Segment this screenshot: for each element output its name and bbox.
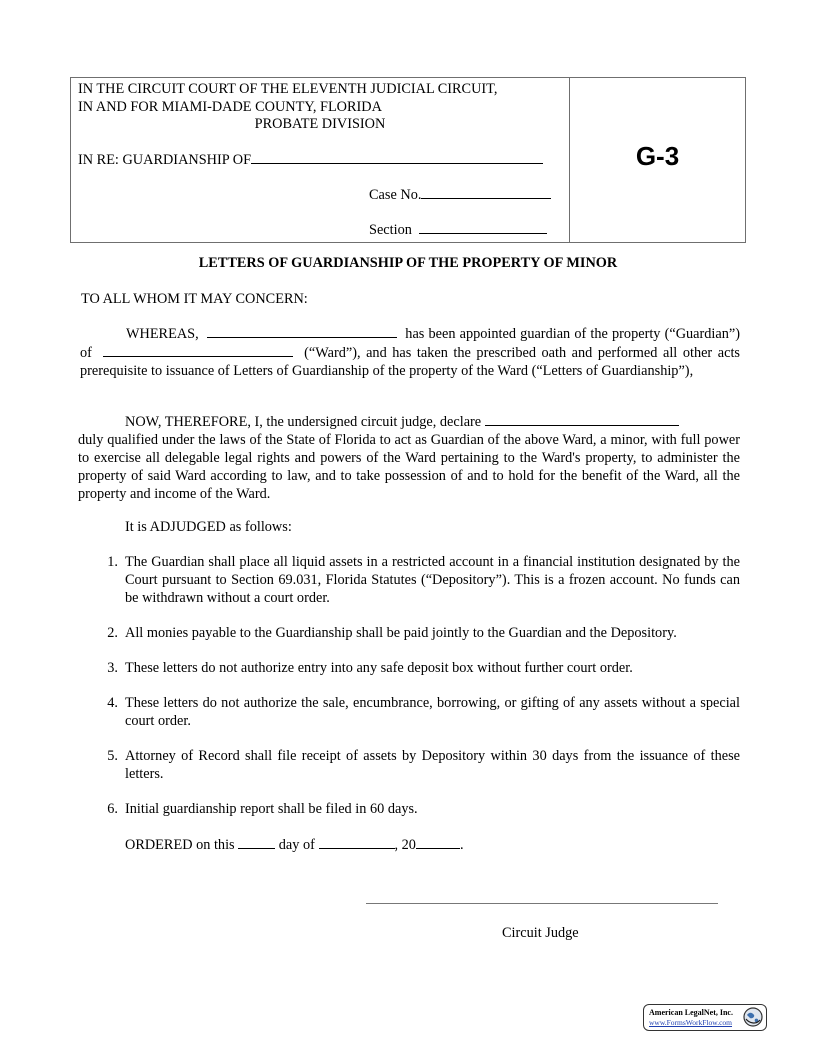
list-item	[98, 747, 740, 783]
list-item	[98, 553, 740, 607]
case-caption-box	[70, 77, 746, 243]
ward-field[interactable]	[103, 343, 293, 357]
guardian-name-field[interactable]	[207, 324, 397, 338]
section-line	[369, 220, 547, 239]
vendor-name: American LegalNet, Inc.	[649, 1008, 733, 1017]
in-re-line	[78, 150, 543, 169]
whereas-text-1: WHEREAS,	[126, 326, 199, 342]
month-field[interactable]	[319, 835, 395, 849]
now-therefore-text-2: duly qualified under the laws of the State of Florida to act as Guardian of the above Ward, a minor, with full power to exercise all delegable legal rights and powers of the Ward pertaining to the Ward's property, to administer the property of said Ward according to law, and to take possession of and to hold for the benefit of the Ward, all the property and income of the Ward.	[78, 432, 740, 502]
ordered-text-1: ORDERED on this	[125, 837, 235, 853]
item-number: 1.	[107, 554, 118, 570]
item-text: The Guardian shall place all liquid assets in a restricted account in a financial institution designated by the Court pursuant to Section 69.031, Florida Statutes (“Depository”). This is a frozen account. No funds can be withdrawn without a court order.	[125, 554, 740, 606]
globe-icon	[743, 1007, 763, 1027]
ward-name-field[interactable]	[251, 150, 543, 164]
case-no-label: Case No.	[369, 187, 422, 203]
declared-guardian-field[interactable]	[485, 412, 679, 426]
judge-signature-line[interactable]	[366, 903, 718, 904]
item-text: These letters do not authorize entry into any safe deposit box without further court order.	[125, 660, 633, 676]
item-text: Attorney of Record shall file receipt of assets by Depository within 30 days from the issuance of these letters.	[125, 748, 740, 782]
item-number: 6.	[107, 801, 118, 817]
list-item	[98, 624, 740, 642]
signature-label: Circuit Judge	[502, 925, 579, 941]
salutation: TO ALL WHOM IT MAY CONCERN:	[81, 291, 308, 307]
adjudged-intro: It is ADJUDGED as follows:	[125, 519, 292, 535]
whereas-text-2: has been appointed guardian of the property (“Guardian”) of	[80, 326, 741, 361]
day-field[interactable]	[238, 835, 275, 849]
list-item	[98, 659, 740, 677]
now-therefore-paragraph	[78, 412, 740, 503]
ordered-text-4: .	[459, 837, 464, 853]
whereas-text-3: (“Ward”), and has taken the prescribed oath and performed all other acts prerequisite to issuance of Letters of Guardianship of the property of the Ward (“Letters of Guardianship”),	[80, 345, 740, 379]
form-code: G-3	[635, 141, 680, 171]
section-field[interactable]	[419, 220, 547, 234]
year-field[interactable]	[416, 835, 460, 849]
now-therefore-first-line	[78, 412, 740, 431]
caption-left-cell	[71, 78, 570, 242]
section-label: Section	[369, 222, 412, 238]
division-label: PROBATE DIVISION	[254, 116, 386, 132]
court-line-1: IN THE CIRCUIT COURT OF THE ELEVENTH JUDICIAL CIRCUIT,	[78, 81, 498, 97]
document-title: LETTERS OF GUARDIANSHIP OF THE PROPERTY OF MINOR	[198, 255, 618, 271]
vendor-badge[interactable]	[643, 1004, 767, 1031]
ordered-line	[125, 835, 464, 854]
in-re-label: IN RE: GUARDIANSHIP OF	[78, 152, 252, 168]
list-item	[98, 694, 740, 730]
item-text: These letters do not authorize the sale, encumbrance, borrowing, or gifting of any assets without a special court order.	[125, 695, 740, 729]
vendor-url-link[interactable]: www.FormsWorkFlow.com	[649, 1018, 733, 1027]
ordered-text-2: day of	[278, 837, 315, 853]
item-number: 4.	[107, 695, 118, 711]
list-item	[98, 800, 740, 818]
case-no-field[interactable]	[421, 185, 551, 199]
item-number: 3.	[107, 660, 118, 676]
item-text: Initial guardianship report shall be filed in 60 days.	[125, 801, 418, 817]
now-therefore-text-1: NOW, THEREFORE, I, the undersigned circuit judge, declare	[125, 414, 482, 430]
whereas-paragraph	[80, 324, 740, 380]
ordered-text-3: , 20	[394, 837, 416, 853]
case-no-line	[369, 185, 551, 204]
item-text: All monies payable to the Guardianship shall be paid jointly to the Guardian and the Depository.	[125, 625, 677, 641]
item-number: 5.	[107, 748, 118, 764]
court-line-2: IN AND FOR MIAMI-DADE COUNTY, FLORIDA	[78, 99, 382, 115]
item-number: 2.	[107, 625, 118, 641]
